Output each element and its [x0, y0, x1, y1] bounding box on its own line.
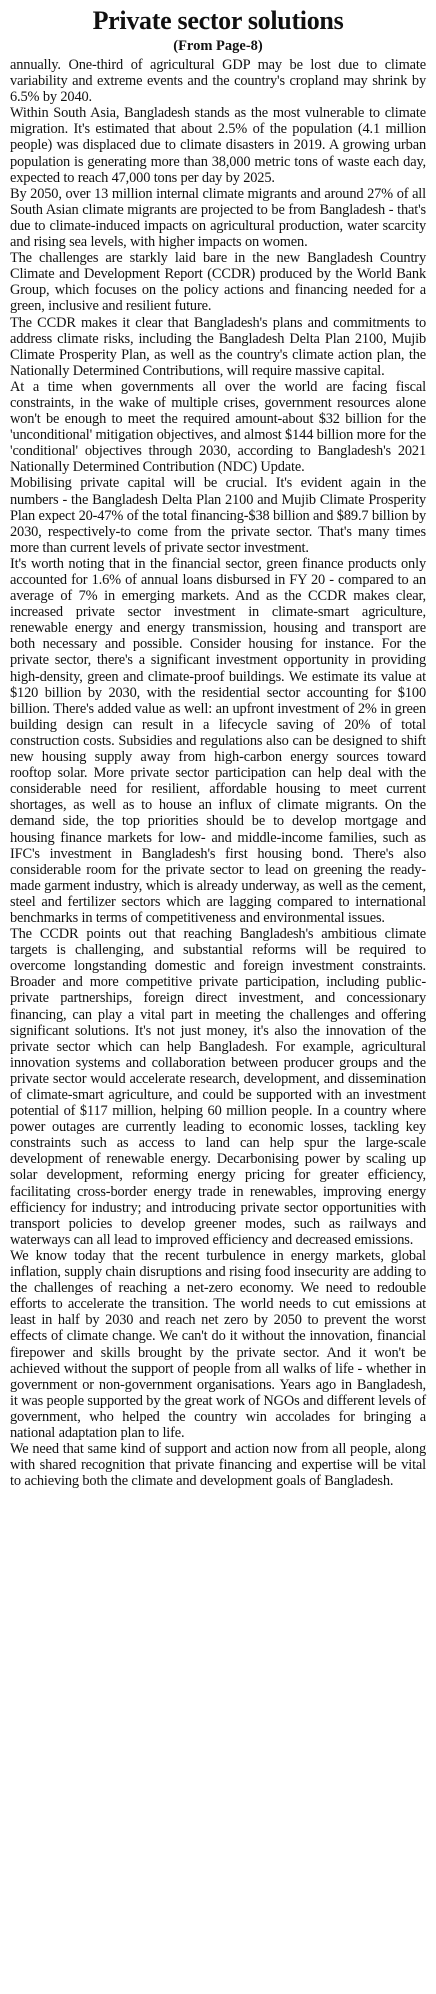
paragraph: annually. One-third of agricultural GDP may be lost due to climate variability and extreme events and the country's cropland may shrink by 6.5% by 2040. [10, 57, 426, 106]
paragraph: We need that same kind of support and action now from all people, along with shared recognition that private financing and expertise will be vital to achieving both the climate and development goals of Bangladesh. [10, 1441, 426, 1490]
paragraph: The challenges are starkly laid bare in the new Bangladesh Country Climate and Development Report (CCDR) produced by the World Bank Group, which focuses on the policy actions and financing needed for a green, inclusive and resilient future. [10, 250, 426, 315]
continuation-note: (From Page-8) [173, 38, 263, 54]
paragraph: We know today that the recent turbulence in energy markets, global inflation, supply chain disruptions and rising food insecurity are adding to the challenges of reaching a net-zero economy. We need to redouble efforts to accelerate the transition. The world needs to cut emissions at least in half by 2030 and reach net zero by 2050 to prevent the worst effects of climate change. We can't do it without the innovation, financial firepower and skills brought by the private sector. And it won't be achieved without the support of people from all walks of life - whether in government or non-government organisations. Years ago in Bangladesh, it was people supported by the great work of NGOs and different levels of government, who helped the country win accolades for bringing a national adaptation plan to life. [10, 1247, 426, 1441]
article-body [10, 57, 426, 1489]
paragraph: By 2050, over 13 million internal climate migrants and around 27% of all South Asian climate migrants are projected to be from Bangladesh - that's due to climate-induced impacts on agricultural production, water scarcity and rising sea levels, with higher impacts on women. [10, 185, 426, 251]
paragraph: At a time when governments all over the world are facing fiscal constraints, in the wake of multiple crises, government resources alone won't be enough to meet the required amount-about $32 billion for the 'unconditional' mitigation objectives, and almost $144 billion more for the 'conditional' objectives through 2030, according to Bangladesh's 2021 Nationally Determined Contribution (NDC) Update. [10, 378, 426, 476]
article-headline: Private sector solutions [92, 6, 344, 35]
paragraph: It's worth noting that in the financial sector, green finance products only accounted for 1.6% of annual loans disbursed in FY 20 - compared to an average of 7% in emerging markets. And as the CCDR makes clear, increased private sector investment in climate-smart agriculture, renewable energy and energy transmission, housing and transport are both necessary and possible. Consider housing for instance. For the private sector, there's a significant investment opportunity in providing high-density, green and climate-proof buildings. We estimate its value at $120 billion by 2030, with the residential sector accounting for $100 billion. There's added value as well: an upfront investment of 2% in green building design can result in a lifecycle saving of 20% of total construction costs. Subsidies and regulations also can be designed to shift new housing supply away from high-carbon energy sources toward rooftop solar. More private sector participation can help deal with the considerable need for resilient, affordable housing to meet current shortages, as well as to house an influx of climate migrants. On the demand side, the top priorities should be to develop mortgage and housing finance markets for low- and middle-income families, such as IFC's investment in Bangladesh's first housing bond. There's also considerable room for the private sector to lead on greening the ready-made garment industry, which is already underway, as well as the cement, steel and fertilizer sectors which are lagging compared to international benchmarks in terms of competitiveness and environmental issues. [10, 555, 426, 926]
paragraph: The CCDR makes it clear that Bangladesh's plans and commitments to address climate risks, including the Bangladesh Delta Plan 2100, Mujib Climate Prosperity Plan, as well as the country's climate action plan, the Nationally Determined Contributions, will require massive capital. [10, 314, 426, 379]
paragraph: The CCDR points out that reaching Bangladesh's ambitious climate targets is challenging, and substantial reforms will be required to overcome longstanding domestic and foreign investment constraints. Broader and more competitive private participation, including public-private partnerships, foreign direct investment, and concessionary financing, can play a vital part in meeting the challenges and offering significant solutions. It's not just money, it's also the innovation of the private sector which can help Bangladesh. For example, agricultural innovation systems and collaboration between producer groups and the private sector would accelerate research, development, and dissemination of climate-smart agriculture, and could be supported with an investment potential of $117 million, helping 60 million people. In a country where power outages are currently leading to economic losses, tackling key constraints such as access to land can help spur the large-scale development of renewable energy. Decarbonising power by scaling up solar development, reforming energy pricing for greater efficiency, facilitating cross-border energy trade in renewables, improving energy efficiency for industry; and introducing private sector opportunities with transport policies to develop greener modes, such as railways and waterways can all lead to improved efficiency and decreased emissions. [10, 926, 426, 1248]
paragraph: Within South Asia, Bangladesh stands as the most vulnerable to climate migration. It's estimated that about 2.5% of the population (4.1 million people) was displaced due to climate disasters in 2019. A growing urban population is generating more than 38,000 metric tons of waste each day, expected to reach 47,000 tons per day by 2025. [10, 105, 426, 186]
paragraph: Mobilising private capital will be crucial. It's evident again in the numbers - the Bangladesh Delta Plan 2100 and Mujib Climate Prosperity Plan expect 20-47% of the total financing-$38 billion and $89.7 billion by 2030, respectively-to come from the private sector. That's many times more than current levels of private sector investment. [10, 475, 426, 556]
